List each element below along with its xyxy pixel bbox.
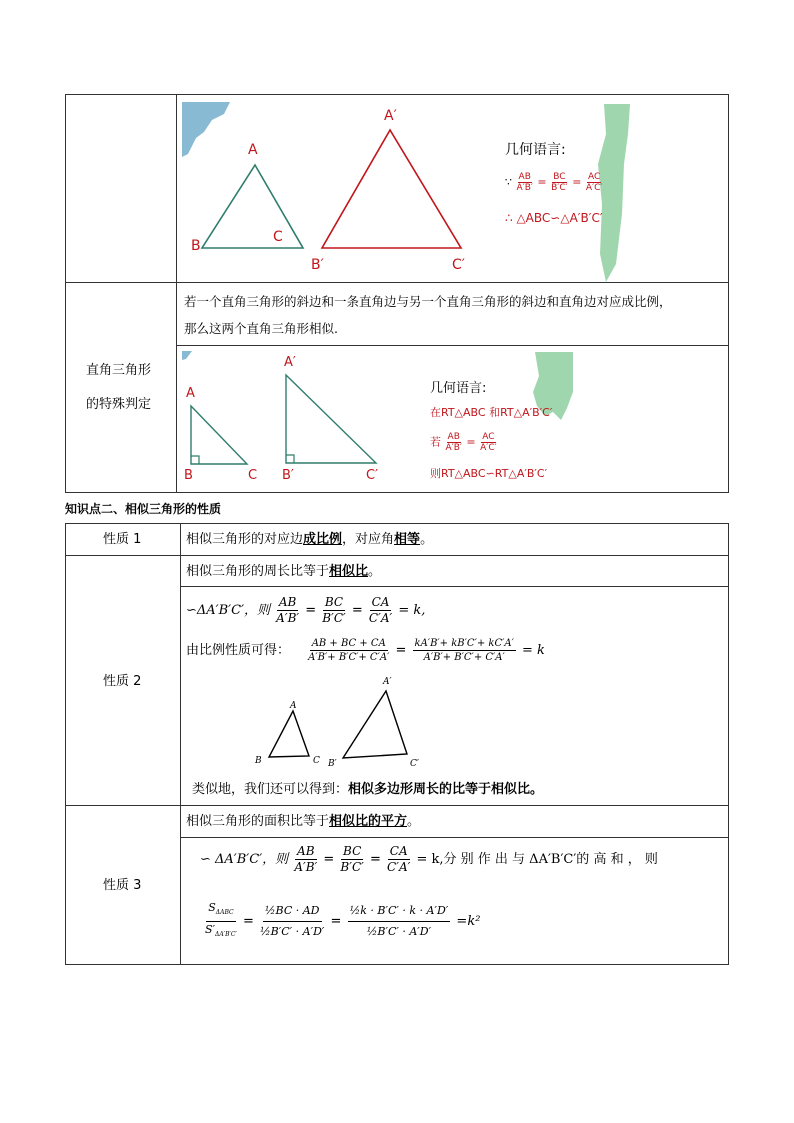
- label-c: C: [273, 229, 283, 245]
- table2-divider-2: [180, 586, 729, 587]
- row-label-line2: 的特殊判定: [86, 397, 152, 412]
- property-3-formula-1: ∽ ΔA′B′C′，则 $\frac{AB}{A'B'}$ = $\frac{BC}{B'C'}$ = $\frac{CA}{C'A'}$ = k,分 别 作 出 与 ΔA′B′C′的 高 和 ， 则: [200, 844, 658, 874]
- rt-ratio-equation: 若 $\frac{AB}{A'B'}$ = $\frac{AC}{A'C'}$: [430, 432, 497, 453]
- rt-fraction-ac: $\frac{AC}{A'C'}$: [480, 432, 497, 453]
- rt-label-a: A: [186, 386, 195, 401]
- therefore-symbol: ∵: [505, 175, 512, 189]
- property-2-similar-polygons: 类似地，我们还可以得到：相似多边形周长的比等于相似比。: [192, 782, 544, 797]
- property-1-text: 相似三角形的对应边成比例，对应角相等。: [186, 532, 434, 547]
- property-2-formula-1: ∽ΔA′B′C′，则 $\frac{AB}{A'B'}$ = $\frac{BC}{B'C'}$ = $\frac{CA}{C'A'}$ = k,: [186, 595, 426, 625]
- property-2-text: 相似三角形的周长比等于相似比。: [186, 564, 382, 579]
- table1-column-divider: [176, 94, 177, 493]
- rt-label-b: B: [184, 468, 193, 483]
- section-title-properties: 知识点二、相似三角形的性质: [65, 502, 222, 516]
- decor-blue-splash-small: [182, 351, 194, 361]
- fraction-ac: $\frac{AC}{A'C'}$: [585, 172, 603, 193]
- rt-fraction-ab: $\frac{AB}{A'B'}$: [445, 432, 462, 453]
- triangle-abc: [190, 160, 310, 255]
- property-3-label: 性质 3: [103, 878, 142, 893]
- triangle-small-abc: [266, 708, 312, 760]
- right-triangle-a-prime: [284, 373, 380, 465]
- p2-label-c: C: [313, 756, 320, 766]
- rt-given: 在RT△ABC 和RT△A′B′C′: [430, 406, 553, 419]
- rt-label-b-prime: B′: [282, 468, 294, 483]
- p2-label-a-prime: A′: [383, 677, 392, 687]
- label-c-prime: C′: [452, 257, 465, 273]
- fraction-bc: $\frac{BC}{B'C'}$: [551, 172, 568, 193]
- conclusion-similar: ∴ △ABC∽△A′B′C′: [505, 211, 603, 225]
- right-triangle-theorem-line2: 那么这两个直角三角形相似.: [184, 321, 338, 336]
- right-triangle-theorem-line1: 若一个直角三角形的斜边和一条直角边与另一个直角三角形的斜边和直角边对应成比例，: [184, 294, 672, 309]
- rt-label-a-prime: A′: [284, 355, 296, 370]
- row-label-line1: 直角三角形: [86, 363, 152, 378]
- label-b: B: [191, 238, 201, 254]
- p2-label-a: A: [290, 701, 297, 711]
- label-a: A: [248, 142, 258, 158]
- p2-label-b: B: [255, 756, 262, 766]
- table1-sub-divider: [176, 345, 729, 346]
- table2-divider-3: [65, 805, 729, 806]
- property-3-formula-2: $S_{\Delta ABC}$ $S'_{\Delta A'B'C'}$ = $\frac{\text{½BC · AD}}{\text{½B′C′ · A′D′}}$ = $\frac{\text{½k · B′C′ · k · A′D′}}{\text{½B′C′ · A′D′}}$ =k²: [205, 900, 481, 939]
- p2-label-c-prime: C′: [410, 759, 419, 769]
- triangle-a-prime: [318, 128, 468, 253]
- rt-label-c-prime: C′: [366, 468, 379, 483]
- table2-column-divider: [180, 523, 181, 965]
- rt-geometry-language-title: 几何语言:: [430, 381, 487, 396]
- p2-label-b-prime: B′: [328, 759, 337, 769]
- decor-blue-splash: [182, 102, 232, 157]
- property-2-label: 性质 2: [103, 674, 142, 689]
- property-3-text: 相似三角形的面积比等于相似比的平方。: [186, 814, 421, 829]
- triangle-large-a-prime: [340, 688, 410, 760]
- table2-divider-1: [65, 555, 729, 556]
- property-2-formula-2: 由比例性质可得： $\frac{AB + BC + CA}{A'B'+ B'C'+ C'A'}$ = $\frac{kA'B'+ kB'C'+ kC'A'}{A'B'+ B'C'+ C'A'}$ = k: [186, 638, 545, 663]
- right-triangle-abc: [189, 404, 251, 466]
- rt-label-c: C: [248, 468, 258, 483]
- decor-green-splash: [596, 104, 632, 284]
- ratio-equation: ∵ $\frac{AB}{A'B'}$ = $\frac{BC}{B'C'}$ = $\frac{AC}{A'C'}$: [505, 172, 603, 193]
- fraction-ab: $\frac{AB}{A'B'}$: [516, 172, 533, 193]
- table2-divider-4: [180, 837, 729, 838]
- property-1-label: 性质 1: [103, 532, 142, 547]
- label-a-prime: A′: [384, 108, 397, 124]
- label-b-prime: B′: [311, 257, 324, 273]
- geometry-language-title: 几何语言:: [505, 142, 566, 158]
- rt-conclusion: 则RT△ABC∽RT△A′B′C′: [430, 467, 548, 480]
